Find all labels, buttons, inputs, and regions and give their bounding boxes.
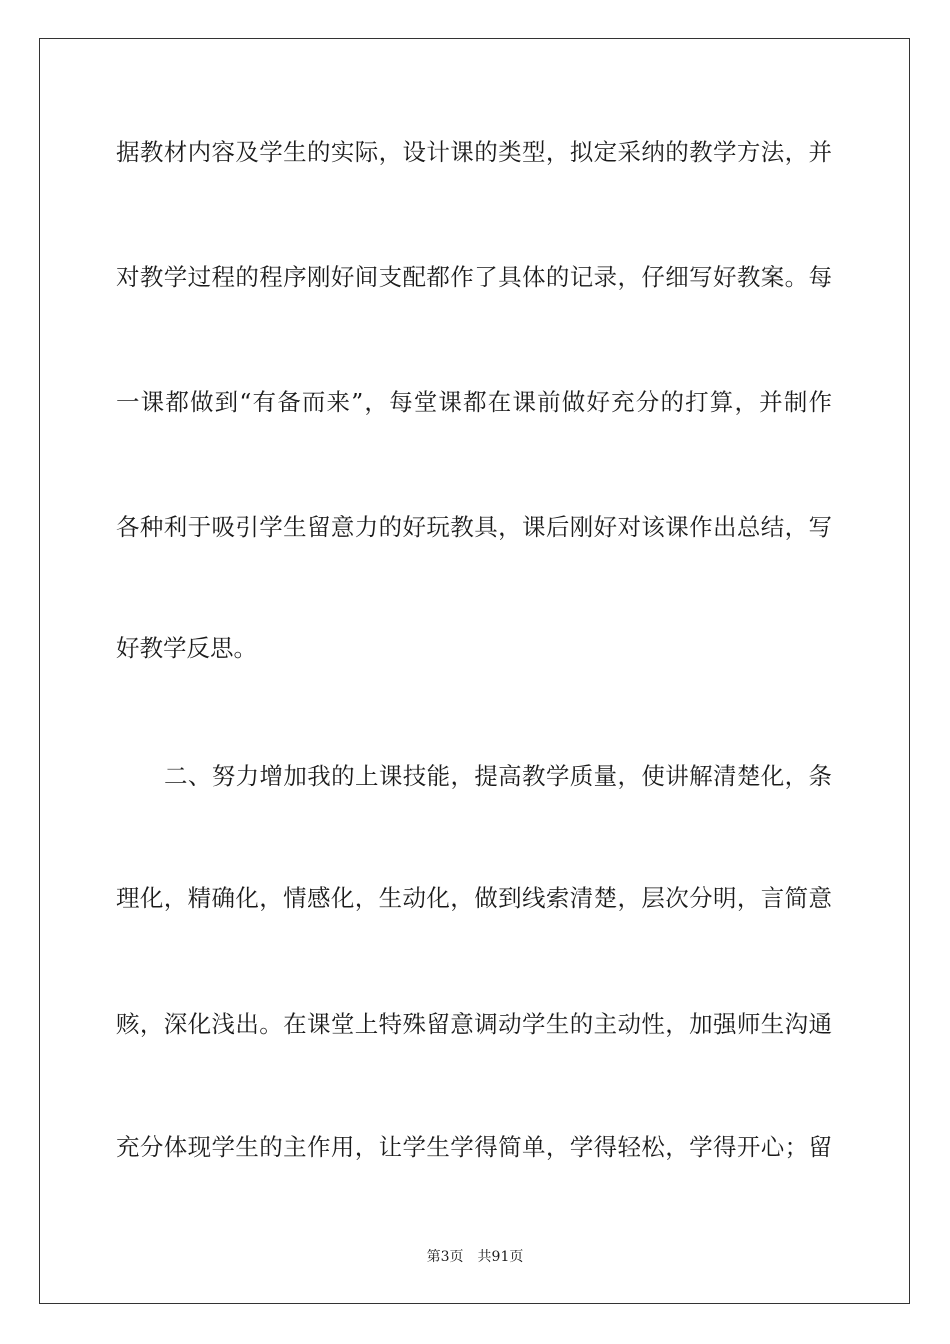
page-footer: [0, 1248, 950, 1266]
page-total: 共91页: [477, 1249, 524, 1265]
body-line-5: 好教学反思。: [116, 634, 257, 662]
body-line-2: 对教学过程的程序刚好间支配都作了具体的记录，仔细写好教案。每: [116, 263, 832, 291]
body-line-6: 二、努力增加我的上课技能，提高教学质量，使讲解清楚化，条: [164, 762, 832, 790]
body-line-8: 赅，深化浅出。在课堂上特殊留意调动学生的主动性，加强师生沟通: [116, 1010, 832, 1038]
body-line-7: 理化，精确化，情感化，生动化，做到线索清楚，层次分明，言简意: [116, 884, 832, 912]
body-line-1: 据教材内容及学生的实际，设计课的类型，拟定采纳的教学方法，并: [116, 138, 832, 166]
body-line-4: 各种利于吸引学生留意力的好玩教具，课后刚好对该课作出总结，写: [116, 513, 832, 541]
page-number: 第3页: [426, 1249, 464, 1265]
body-line-9: 充分体现学生的主作用，让学生学得简单，学得轻松，学得开心；留: [116, 1133, 832, 1161]
body-line-3: 一课都做到“有备而来”，每堂课都在课前做好充分的打算，并制作: [116, 388, 832, 416]
page-border: [39, 38, 910, 1304]
